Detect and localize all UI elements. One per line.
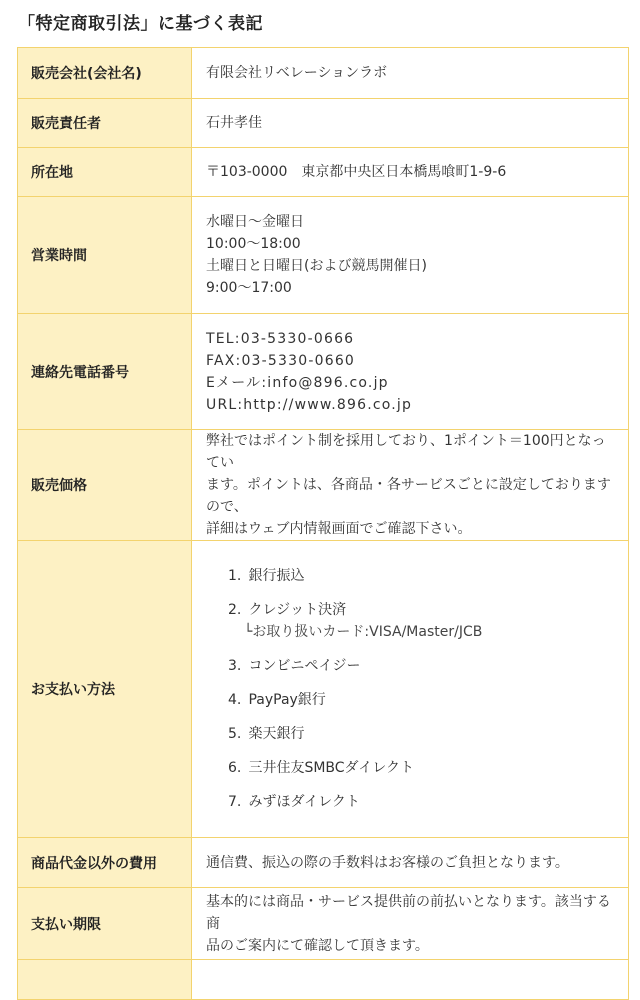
table-row-deadline — [18, 888, 629, 960]
page-title: 「特定商取引法」に基づく表記 — [18, 14, 263, 34]
payment-item — [228, 723, 616, 745]
legal-info-table — [17, 47, 629, 1000]
payment-item-text: クレジット決済 — [248, 602, 347, 618]
contact-url: URL:http://www.896.co.jp — [206, 396, 413, 413]
table-row-address — [18, 148, 629, 197]
value-fees: 通信費、振込の際の手数料はお客様のご負担となります。 — [192, 838, 629, 888]
contact-fax: FAX:03-5330-0660 — [206, 352, 356, 369]
table-row-price — [18, 430, 629, 541]
label-hours: 営業時間 — [18, 197, 192, 314]
value-manager: 石井孝佳 — [192, 99, 629, 148]
payment-item-subnote: └お取り扱いカード:VISA/Master/JCB — [244, 624, 483, 640]
payment-item-text: みずほダイレクト — [248, 794, 360, 810]
payment-item — [228, 599, 616, 643]
payment-item-text: 楽天銀行 — [248, 726, 305, 742]
label-payment: お支払い方法 — [18, 541, 192, 838]
label-cutoff — [18, 960, 192, 1000]
value-deadline — [192, 888, 629, 960]
label-address: 所在地 — [18, 148, 192, 197]
value-contact — [192, 314, 629, 430]
deadline-line: 品のご案内にて確認して頂きます。 — [206, 937, 429, 954]
payment-item — [228, 689, 616, 711]
payment-item-number: 5. — [228, 726, 242, 742]
payment-item-text: PayPay銀行 — [248, 692, 326, 708]
hours-line: 10:00～18:00 — [206, 236, 301, 252]
value-hours — [192, 197, 629, 314]
table-row-company — [18, 48, 629, 99]
label-fees: 商品代金以外の費用 — [18, 838, 192, 888]
table-row-cutoff — [18, 960, 629, 1000]
table-row-fees — [18, 838, 629, 888]
label-manager: 販売責任者 — [18, 99, 192, 148]
payment-item-text: コンビニペイジー — [248, 658, 361, 674]
payment-item — [228, 791, 616, 813]
payment-item-number: 2. — [228, 602, 242, 618]
payment-item — [228, 655, 616, 677]
payment-item-text: 三井住友SMBCダイレクト — [248, 760, 414, 776]
payment-item-number: 6. — [228, 760, 242, 776]
contact-tel: TEL:03-5330-0666 — [206, 330, 355, 347]
label-company: 販売会社(会社名) — [18, 48, 192, 99]
hours-line: 9:00～17:00 — [206, 280, 292, 296]
value-cutoff — [192, 960, 629, 1000]
value-payment — [192, 541, 629, 838]
table-row-contact — [18, 314, 629, 430]
value-address: 〒103-0000 東京都中央区日本橋馬喰町1-9-6 — [192, 148, 629, 197]
price-line: ます。ポイントは、各商品・各サービスごとに設定しておりますので、 — [206, 477, 611, 515]
payment-item — [228, 757, 616, 779]
payment-item-number: 3. — [228, 658, 242, 674]
label-price: 販売価格 — [18, 430, 192, 541]
payment-item-number: 7. — [228, 794, 242, 810]
payment-method-list — [206, 565, 616, 813]
label-deadline: 支払い期限 — [18, 888, 192, 960]
payment-item-number: 4. — [228, 692, 242, 708]
deadline-line: 基本的には商品・サービス提供前の前払いとなります。該当する商 — [206, 893, 611, 932]
table-row-hours — [18, 197, 629, 314]
hours-line: 水曜日～金曜日 — [206, 214, 304, 230]
value-company: 有限会社リベレーションラボ — [192, 48, 629, 99]
table-row-payment — [18, 541, 629, 838]
price-line: 詳細はウェブ内情報画面でご確認下さい。 — [206, 521, 472, 537]
price-line: 弊社ではポイント制を採用しており、1ポイント＝100円となってい — [206, 433, 606, 471]
table-row-manager — [18, 99, 629, 148]
contact-email: Eメール:info@896.co.jp — [206, 374, 389, 391]
payment-item-number: 1. — [228, 568, 242, 584]
hours-line: 土曜日と日曜日(および競馬開催日) — [206, 258, 427, 274]
payment-item-text: 銀行振込 — [248, 568, 305, 584]
payment-item — [228, 565, 616, 587]
value-price — [192, 430, 629, 541]
label-contact: 連絡先電話番号 — [18, 314, 192, 430]
